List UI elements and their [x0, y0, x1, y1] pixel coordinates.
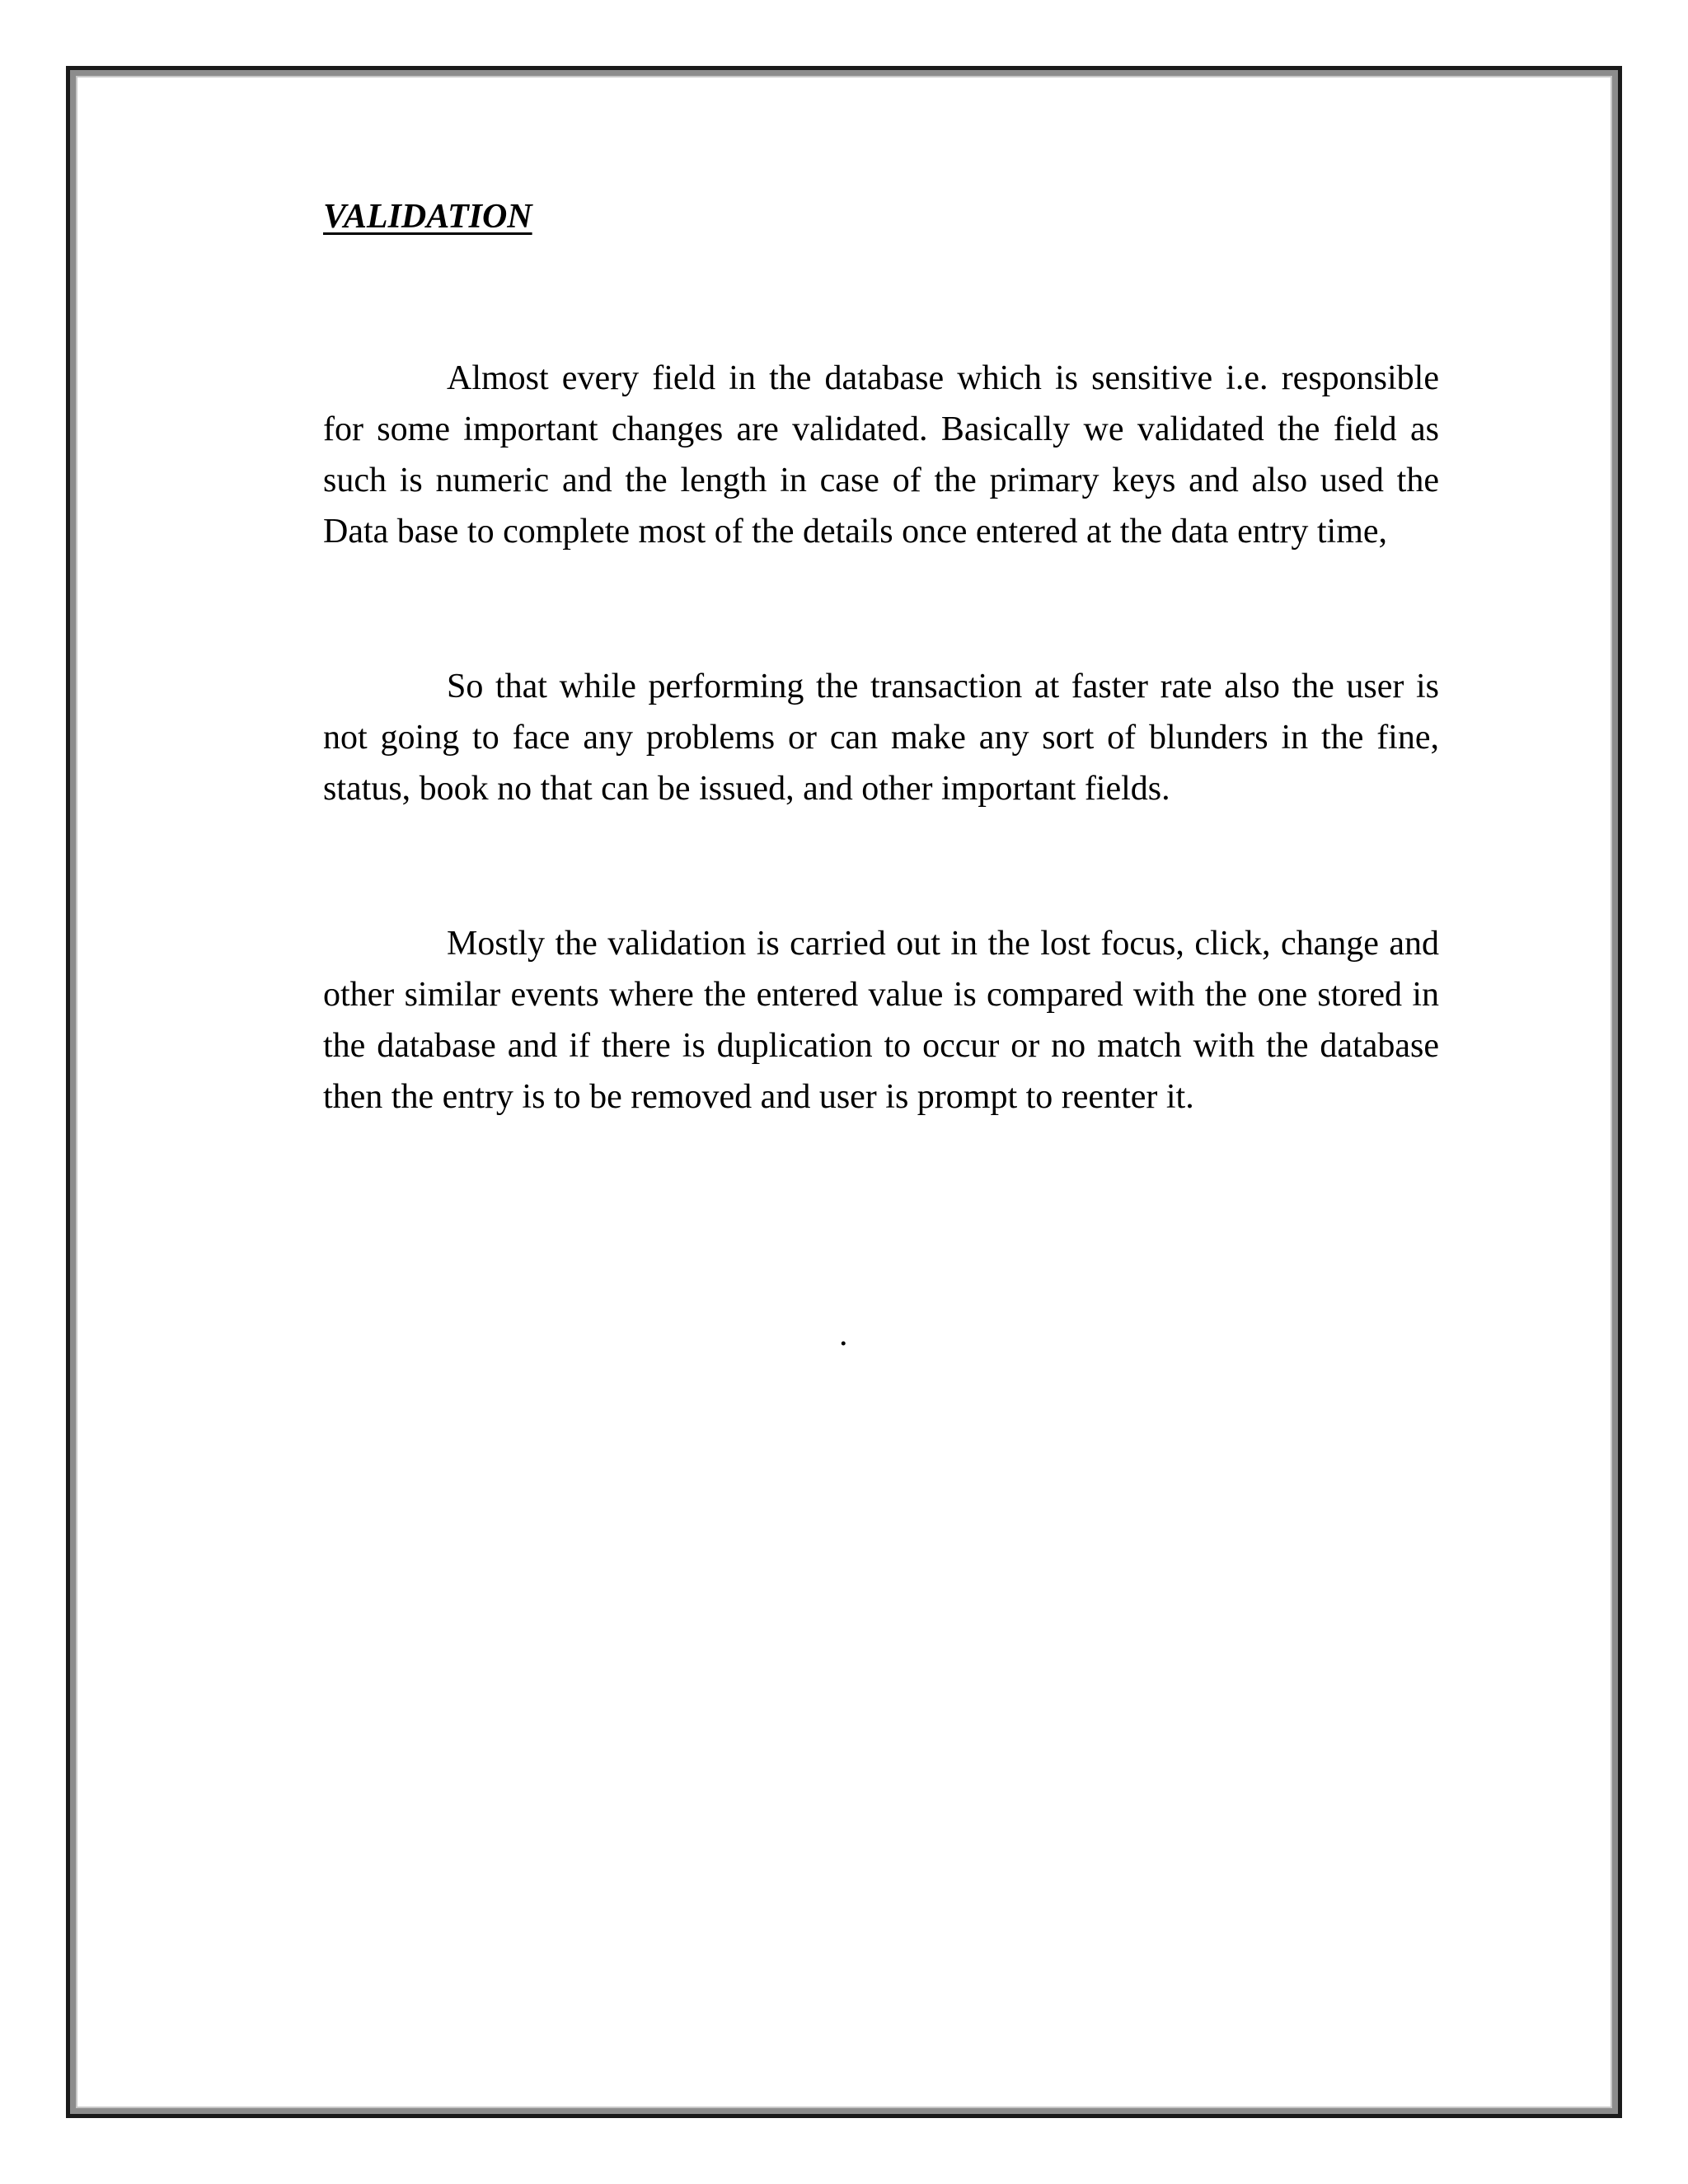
paragraph-1: Almost every field in the database which is sensitive i.e. responsible for some important changes are validated. Basically we validated the field as such is numeric and the length in case of the primary keys and also used the Data base to complete most of the details once entered at the data entry time,: [323, 359, 1439, 551]
document-body: [323, 196, 1439, 1122]
paragraph-3: Mostly the validation is carried out in the lost focus, click, change and other similar events where the entered value is compared with the one stored in the database and if there is duplication to occur or no match with the database then the entry is to be removed and user is prompt to reenter it.: [323, 925, 1439, 1117]
paragraph-2: So that while performing the transaction at faster rate also the user is not going to face any problems or can make any sort of blunders in the fine, status, book no that can be issued, and other important fields.: [323, 668, 1439, 808]
section-heading: VALIDATION: [323, 198, 532, 236]
trailing-period: .: [839, 1315, 848, 1353]
